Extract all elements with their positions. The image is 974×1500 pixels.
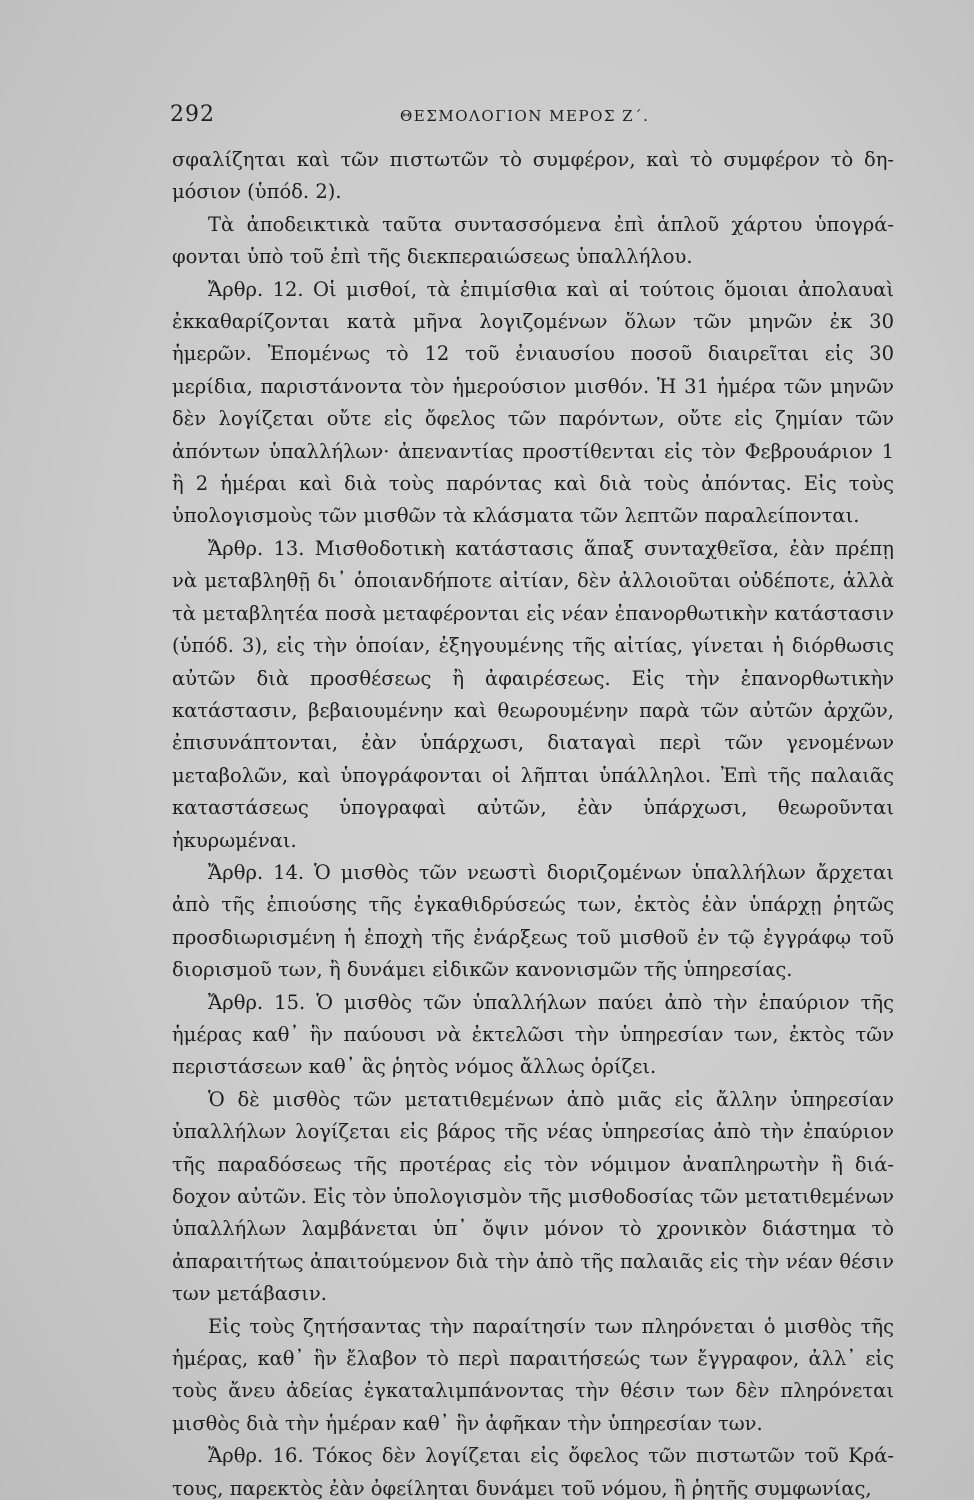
- paragraph-continuation: σφαλίζηται καὶ τῶν πιστωτῶν τὸ συμφέρον, καὶ τὸ συμφέρον τὸ δημόσιον (ὑπόδ. 2).: [172, 148, 894, 204]
- paragraph-receipts: Τὰ ἀποδεικτικὰ ταῦτα συντασσόμενα ἐπὶ ἁπλοῦ χάρτου ὑπογράφονται ὑπὸ τοῦ ἐπὶ τῆς διεκπεραιώσεως ὑπαλλήλου.: [172, 212, 894, 269]
- body-text: [172, 144, 894, 1500]
- paragraph-article-14: Ἄρθρ. 14. Ὁ μισθὸς τῶν νεωστὶ διοριζομένων ὑπαλλήλων ἄρχεται ἀπὸ τῆς ἐπιούσης τῆς ἐγκαθιδρύσεώς των, ἐκτὸς ἐὰν ὑπάρχῃ ῥητῶς προσδιωρισμένη ἡ ἐποχὴ τῆς ἐνάρξεως τοῦ μισθοῦ ἐν τῷ ἐγγράφῳ τοῦ διορισμοῦ των, ἢ δυνάμει εἰδικῶν κανονισμῶν τῆς ὑπηρεσίας.: [172, 860, 894, 982]
- paragraph-article-16: Ἄρθρ. 16. Τόκος δὲν λογίζεται εἰς ὄφελος τῶν πιστωτῶν τοῦ Κράτους, παρεκτὸς ἐὰν ὀφείληται δυνάμει τοῦ νόμου, ἢ ῥητῆς συμφωνίας,: [172, 1444, 894, 1500]
- paragraph-article-12: Ἄρθρ. 12. Οἱ μισθοί, τὰ ἐπιμίσθια καὶ αἱ τούτοις ὅμοιαι ἀπολαυαὶ ἐκκαθαρίζονται κατὰ μῆνα λογιζομένων ὅλων τῶν μηνῶν ἐκ 30 ἡμερῶν. Ἐπομένως τὸ 12 τοῦ ἐνιαυσίου ποσοῦ διαιρεῖται εἰς 30 μερίδια, παριστάνοντα τὸν ἡμερούσιον μισθόν. Ἡ 31 ἡμέρα τῶν μηνῶν δὲν λογίζεται οὔτε εἰς ὄφελος τῶν παρόντων, οὔτε εἰς ζημίαν τῶν ἀπόντων ὑπαλλήλων· ἀπεναντίας προστίθενται εἰς τὸν Φεβρουάριον 1 ἢ 2 ἡμέραι καὶ διὰ τοὺς παρόντας καὶ διὰ τοὺς ἀπόντας. Εἰς τοὺς ὑπολογισμοὺς τῶν μισθῶν τὰ κλάσματα τῶν λεπτῶν παραλείπονται.: [172, 277, 894, 528]
- paragraph-transferred-salary: Ὁ δὲ μισθὸς τῶν μετατιθεμένων ἀπὸ μιᾶς εἰς ἄλλην ὑπηρεσίαν ὑπαλλήλων λογίζεται εἰς βάρος τῆς νέας ὑπηρεσίας ἀπὸ τὴν ἐπαύριον τῆς παραδόσεως τῆς προτέρας εἰς τὸν νόμιμον ἀναπληρωτὴν ἢ διάδοχον αὐτῶν. Εἰς τὸν ὑπολογισμὸν τῆς μισθοδοσίας τῶν μετατιθεμένων ὑπαλλήλων λαμβάνεται ὑπ᾽ ὄψιν μόνον τὸ χρονικὸν διάστημα τὸ ἀπαραιτήτως ἀπαιτούμενον διὰ τὴν ἀπὸ τῆς παλαιᾶς εἰς τὴν νέαν θέσιν των μετάβασιν.: [172, 1087, 894, 1306]
- paragraph-article-13: Ἄρθρ. 13. Μισθοδοτικὴ κατάστασις ἅπαξ συνταχθεῖσα, ἐὰν πρέπῃ νὰ μεταβληθῇ δι᾽ ὁποιανδήποτε αἰτίαν, δὲν ἀλλοιοῦται οὐδέποτε, ἀλλὰ τὰ μεταβλητέα ποσὰ μεταφέρονται εἰς νέαν ἐπανορθωτικὴν κατάστασιν (ὑπόδ. 3), εἰς τὴν ὁποίαν, ἐξηγουμένης τῆς αἰτίας, γίνεται ἡ διόρθωσις αὐτῶν διὰ προσθέσεως ἢ ἀφαιρέσεως. Εἰς τὴν ἐπανορθωτικὴν κατάστασιν, βεβαιουμένην καὶ θεωρουμένην παρὰ τῶν αὐτῶν ἀρχῶν, ἐπισυνάπτονται, ἐὰν ὑπάρχωσι, διαταγαὶ περὶ τῶν γενομένων μεταβολῶν, καὶ ὑπογράφονται οἱ λῆπται ὑπάλληλοι. Ἐπὶ τῆς παλαιᾶς καταστάσεως ὑπογραφαὶ αὐτῶν, ἐὰν ὑπάρχωσι, θεωροῦνται ἠκυρωμέναι.: [172, 536, 894, 852]
- page-number: 292: [170, 102, 215, 127]
- paragraph-article-15: Ἄρθρ. 15. Ὁ μισθὸς τῶν ὑπαλλήλων παύει ἀπὸ τὴν ἐπαύριον τῆς ἡμέρας καθ᾽ ἣν παύουσι νὰ ἐκτελῶσι τὴν ὑπηρεσίαν των, ἐκτὸς τῶν περιστάσεων καθ᾽ ἃς ῥητὸς νόμος ἄλλως ὁρίζει.: [172, 990, 894, 1079]
- paragraph-resignation: Εἰς τοὺς ζητήσαντας τὴν παραίτησίν των πληρόνεται ὁ μισθὸς τῆς ἡμέρας, καθ᾽ ἣν ἔλαβον τὸ περὶ παραιτήσεώς των ἔγγραφον, ἀλλ᾽ εἰς τοὺς ἄνευ ἀδείας ἐγκαταλιμπάνοντας τὴν θέσιν των δὲν πληρόνεται μισθὸς διὰ τὴν ἡμέραν καθ᾽ ἣν ἀφῆκαν τὴν ὑπηρεσίαν των.: [172, 1314, 894, 1435]
- page-header: [170, 102, 890, 132]
- running-title: ΘΕΣΜΟΛΟΓΙΟΝ ΜΕΡΟΣ Ζ΄.: [400, 107, 650, 125]
